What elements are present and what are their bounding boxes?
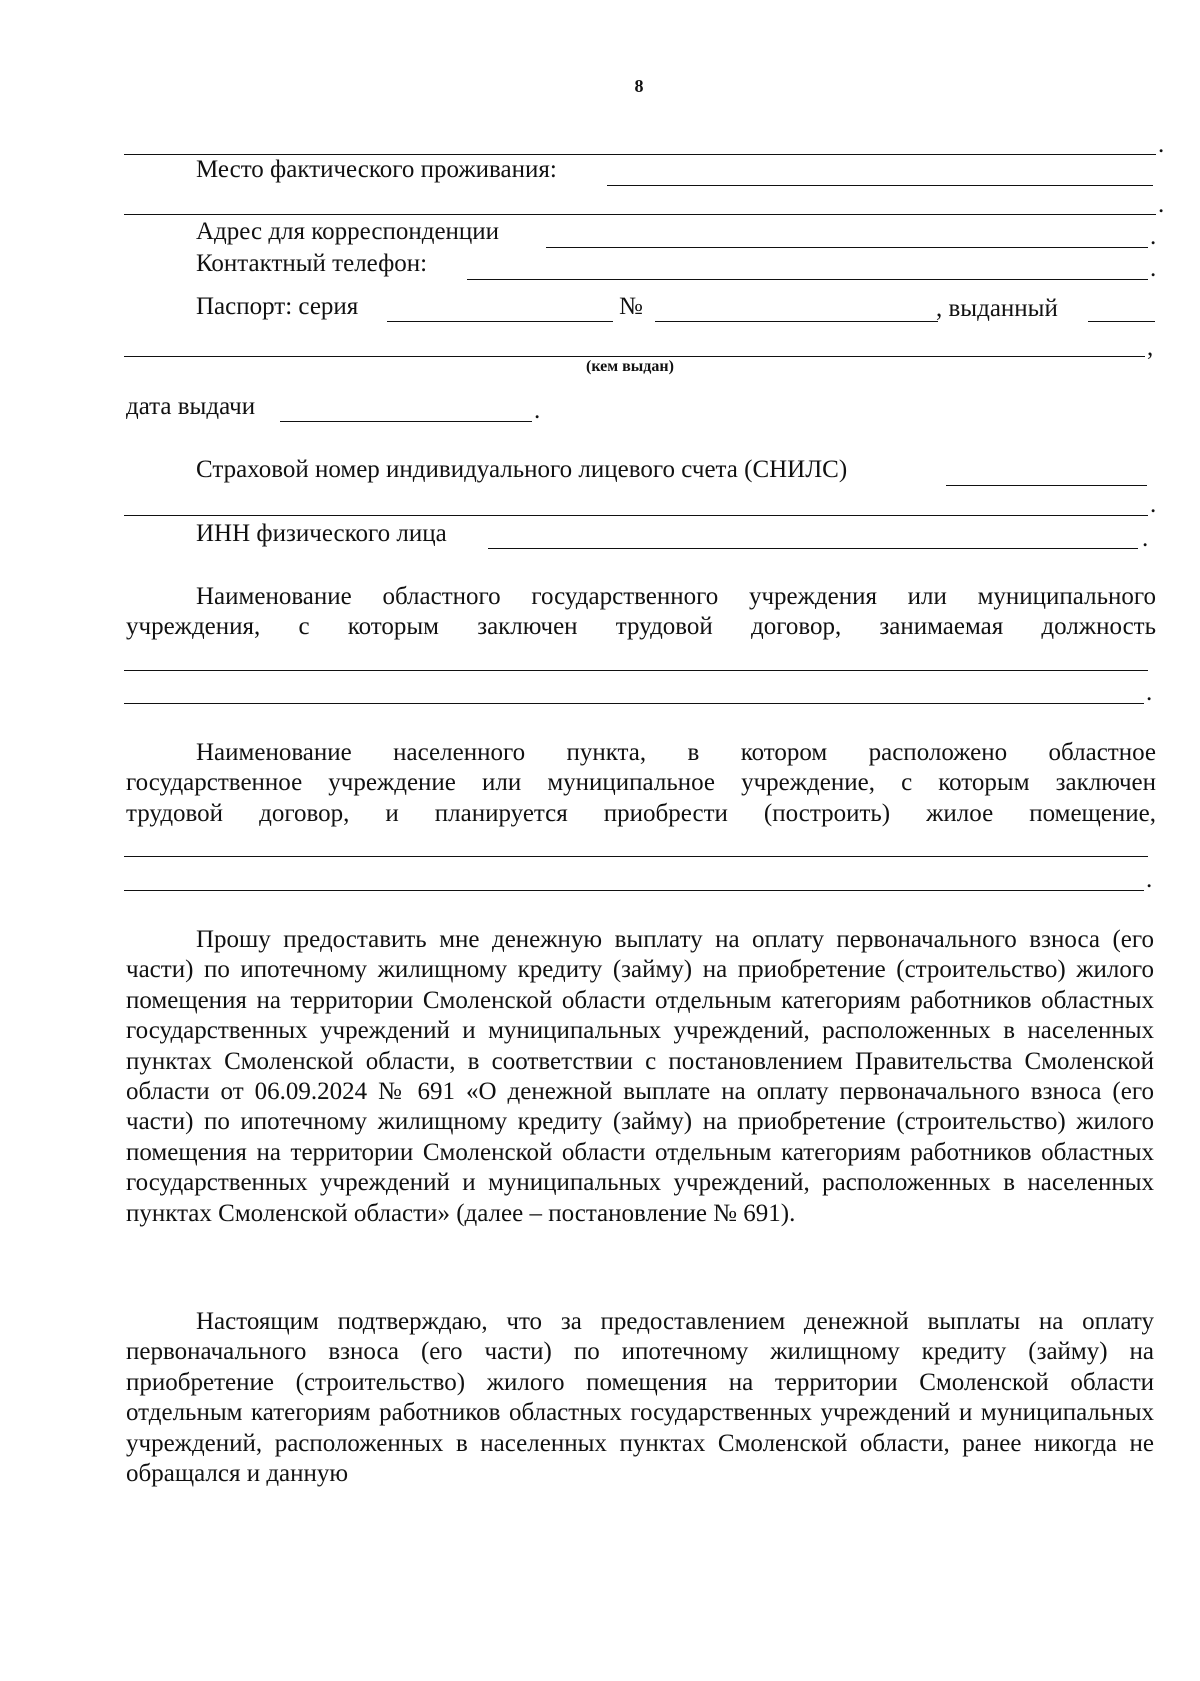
settlement-line: трудовой договор, и планируется приобрести (построить) жилое помещение,: [126, 799, 1156, 827]
passport-series-field[interactable]: [387, 321, 613, 322]
line-end-dot: .: [1158, 131, 1165, 158]
residence-field[interactable]: [607, 185, 1153, 186]
institution-line: учреждения, с которым заключен трудовой договор, занимаемая должность: [126, 613, 1156, 641]
institution-line: Наименование областного государственного учреждения или муниципального: [196, 583, 1156, 610]
line-end-dot: .: [1150, 255, 1157, 282]
mail-address-field[interactable]: [546, 247, 1148, 248]
mail-address-label: Адрес для корреспонденции: [196, 218, 500, 245]
phone-field[interactable]: [467, 279, 1148, 280]
issue-date-field[interactable]: [280, 421, 532, 422]
line-end-dot: .: [1146, 866, 1153, 893]
issued-by-caption: (кем выдан): [586, 358, 674, 375]
institution-field[interactable]: [124, 670, 1148, 671]
phone-label: Контактный телефон:: [196, 250, 428, 277]
passport-series-label: Паспорт: серия: [196, 293, 359, 320]
issued-by-field[interactable]: [124, 356, 1145, 357]
line-end-dot: .: [1150, 223, 1157, 250]
line-end-dot: .: [534, 397, 541, 424]
passport-issued-label: , выданный: [936, 295, 1058, 322]
passport-issued-field[interactable]: [1088, 321, 1155, 322]
snils-field[interactable]: [946, 485, 1147, 486]
line-end-dot: .: [1146, 679, 1153, 706]
snils-label: Страховой номер индивидуального лицевого счета (СНИЛС): [196, 456, 848, 483]
line-end-dot: .: [1150, 491, 1157, 518]
page-number: 8: [634, 76, 644, 96]
settlement-label: [126, 738, 1156, 829]
line-end-dot: .: [1142, 525, 1149, 552]
line-end-dot: .: [1158, 191, 1165, 218]
residence-label: Место фактического проживания:: [196, 156, 557, 183]
passport-number-field[interactable]: [655, 321, 938, 322]
settlement-field-continuation[interactable]: [124, 890, 1144, 891]
institution-label: [126, 582, 1156, 643]
issue-date-label: дата выдачи: [126, 393, 256, 420]
residence-field-continuation[interactable]: [124, 214, 1156, 215]
inn-field[interactable]: [488, 548, 1138, 549]
inn-label: ИНН физического лица: [196, 520, 447, 547]
settlement-line: Наименование населенного пункта, в котором расположено областное: [196, 739, 1156, 766]
snils-field-continuation[interactable]: [124, 515, 1148, 516]
settlement-field[interactable]: [124, 856, 1148, 857]
confirm-paragraph: Настоящим подтверждаю, что за предоставлением денежной выплаты на оплату первоначального взноса (его части) по ипотечному жилищному кредиту (займу) на приобретение (строительство) жилого помещения на территории Смоленской области отдельным категориям работников областных государственных учреждений и муниципальных учреждений, расположенных в населенных пунктах Смоленской области, ранее никогда не обращался и данную: [126, 1308, 1154, 1488]
institution-field-continuation[interactable]: [124, 703, 1144, 704]
line-end-comma: ,: [1147, 334, 1154, 361]
settlement-line: государственное учреждение или муниципальное учреждение, с которым заключен: [126, 769, 1156, 797]
passport-number-label: №: [619, 293, 643, 320]
request-paragraph: Прошу предоставить мне денежную выплату на оплату первоначального взноса (его части) по ипотечному жилищному кредиту (займу) на приобретение (строительство) жилого помещения на территории Смоленской области отдельным категориям работников областных государственных учреждений и муниципальных учреждений, расположенных в населенных пунктах Смоленской области, в соответствии с постановлением Правительства Смоленской области от 06.09.2024 № 691 «О денежной выплате на оплату первоначального взноса (его части) по ипотечному жилищному кредиту (займу) на приобретение (строительство) жилого помещения на территории Смоленской области отдельным категориям работников областных государственных учреждений и муниципальных учреждений, расположенных в населенных пунктах Смоленской области» (далее – постановление № 691).: [126, 926, 1154, 1227]
